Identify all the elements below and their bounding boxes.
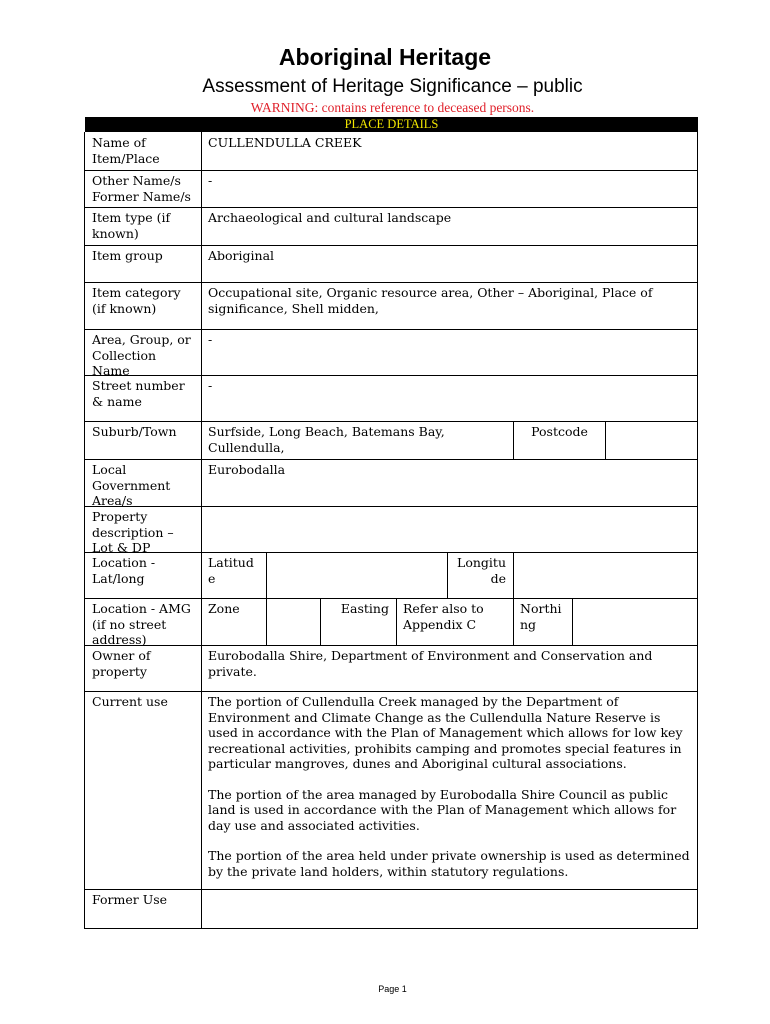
warning-notice: WARNING: contains reference to deceased persons. <box>250 100 535 115</box>
postcode-value <box>606 421 696 427</box>
item-type-label: Item type (if known) <box>92 210 171 241</box>
document-title: Aboriginal Heritage <box>278 44 492 70</box>
section-header-place-details: PLACE DETAILS <box>85 117 698 132</box>
latitude-value <box>267 552 446 558</box>
item-group-value: Aboriginal <box>208 248 275 263</box>
document-subtitle: Assessment of Heritage Significance – public <box>202 76 583 97</box>
easting-label: Easting <box>340 601 389 616</box>
lga-value: Eurobodalla <box>208 462 286 477</box>
owner-label: Owner of property <box>92 648 151 679</box>
zone-label: Zone <box>208 601 240 616</box>
other-names-value: - <box>208 173 213 188</box>
longitude-label: Longitude <box>457 555 506 586</box>
current-use-paragraph: The portion of Cullendulla Creek managed by the Department of Environment and Climate Change as the Cullendulla Nature Reserve is used in accordance with the Plan of Management which allows for low key recreational activities, prohibits camping and promotes special features in particular mangroves, dunes and Aboriginal cultural associations. <box>208 694 683 771</box>
amg-label: Location - AMG (if no street address) <box>92 601 191 647</box>
item-category-label: Item category (if known) <box>92 285 181 316</box>
name-value: CULLENDULLA CREEK <box>208 135 362 150</box>
lga-label: Local Government Area/s <box>92 462 171 508</box>
owner-value: Eurobodalla Shire, Department of Environment and Conservation and private. <box>208 648 653 679</box>
street-label: Street number & name <box>92 378 185 409</box>
current-use-paragraph: The portion of the area held under private ownership is used as determined by the private land holders, within statutory regulations. <box>208 848 690 879</box>
former-use-value <box>202 889 696 895</box>
area-group-value: - <box>208 332 213 347</box>
item-category-value: Occupational site, Organic resource area, Other – Aboriginal, Place of significance, Shell midden, <box>208 285 653 316</box>
former-use-label: Former Use <box>92 892 168 907</box>
other-names-label: Other Name/s Former Name/s <box>92 173 191 204</box>
suburb-value: Surfside, Long Beach, Batemans Bay, Cullendulla, <box>208 424 445 455</box>
current-use-value <box>202 691 696 897</box>
street-value: - <box>208 378 213 393</box>
current-use-label: Current use <box>92 694 168 709</box>
lat-long-label: Location - Lat/long <box>92 555 156 586</box>
suburb-label: Suburb/Town <box>92 424 177 439</box>
item-type-value: Archaeological and cultural landscape <box>208 210 452 225</box>
property-description-value <box>202 506 696 512</box>
latitude-label: Latitude <box>208 555 254 586</box>
northing-value <box>573 598 696 604</box>
property-description-label: Property description – Lot & DP <box>92 509 174 555</box>
current-use-paragraph: The portion of the area managed by Eurobodalla Shire Council as public land is used in accordance with the Plan of Management which allows for day use and associated activities. <box>208 786 677 833</box>
zone-value <box>267 598 319 604</box>
easting-value: Refer also to Appendix C <box>403 601 484 632</box>
page-number: Page 1 <box>378 984 407 994</box>
postcode-label: Postcode <box>531 424 588 439</box>
northing-label: Northing <box>520 601 562 632</box>
name-label: Name of Item/Place <box>92 135 160 166</box>
longitude-value <box>514 552 696 558</box>
item-group-label: Item group <box>92 248 163 263</box>
area-group-label: Area, Group, or Collection Name <box>92 332 191 378</box>
